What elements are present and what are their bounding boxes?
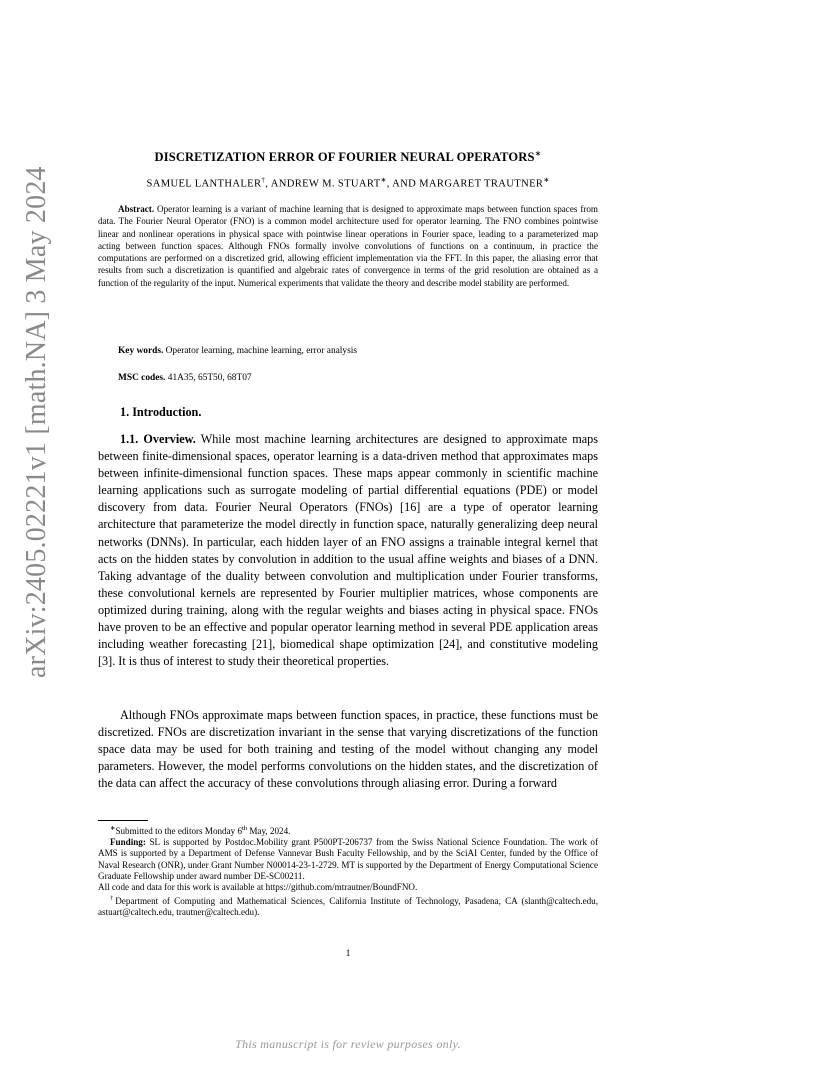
author-list (98, 176, 598, 190)
keywords-line (118, 346, 357, 356)
footnote-affiliation (98, 893, 598, 918)
author-1: SAMUEL LANTHALER (146, 178, 262, 190)
arxiv-identifier: arXiv:2405.02221v1 [math.NA] 3 May 2024 (21, 166, 52, 678)
funding-label: Funding: (110, 837, 146, 848)
msc-line (118, 373, 252, 383)
affiliation-text: Department of Computing and Mathematical Sciences, California Institute of Technology, Pasadena, CA (slanth@caltech.edu, astuart@caltech.edu, trautner@caltech.edu). (98, 896, 598, 918)
author-2: , ANDREW M. STUART (265, 178, 381, 190)
footnotes (98, 823, 598, 919)
body-paragraph-1 (98, 431, 598, 670)
submitted-ordinal: th (242, 825, 248, 832)
footnote-submitted (98, 823, 598, 837)
author-2-mark: ∗ (380, 176, 387, 184)
review-watermark: This manuscript is for review purposes only. (235, 1037, 461, 1051)
title-footnote-mark: ∗ (534, 149, 542, 158)
submitted-tail: May, 2024. (247, 826, 291, 837)
funding-text: SL is supported by Postdoc.Mobility grant P500PT-206737 from the Swiss National Science Foundation. The work of AMS is supported by a Department of Defense Vannevar Bush Faculty Fellowship, and by the SciAI Center, funded by the Office of Naval Research (ONR), under Grant Number N00014-23-1-2729. MT is supported by the Department of Energy Computational Science Graduate Fellowship under award number DE-SC00211. (98, 837, 598, 881)
abstract-text: Operator learning is a variant of machine learning that is designed to approximate maps between function spaces from data. The Fourier Neural Operator (FNO) is a common model architecture used for operator learning. The FNO combines pointwise linear and nonlinear operations in physical space with pointwise linear operations in Fourier space, leading to a parameterized map acting between function spaces. Although FNOs formally involve convolutions of functions on a continuum, in practice the computations are performed on a discretized grid, allowing efficient implementation via the FFT. In this paper, the aliasing error that results from such a discretization is quantified and algebraic rates of convergence in terms of the grid resolution are obtained as a function of the regularity of the input. Numerical experiments that validate the theory and describe model stability are performed. (98, 204, 598, 288)
abstract-label: Abstract. (118, 204, 155, 214)
author-1-mark: † (261, 176, 266, 184)
author-3-mark: ∗ (543, 176, 550, 184)
keywords-text: Operator learning, machine learning, error analysis (165, 346, 357, 356)
footnote-code: All code and data for this work is available at https://github.com/mtrautner/BoundFNO. (98, 882, 418, 893)
keywords-label: Key words. (118, 346, 164, 356)
paragraph-1-text: While most machine learning architectures are designed to approximate maps between finite-dimensional spaces, operator learning is a data-driven method that approximates maps between infinite-dimensional function spaces. These maps appear commonly in scientific machine learning applications such as surrogate modeling of partial differential equations (PDE) or model discovery from data. Fourier Neural Operators (FNOs) [16] are a type of operator learning architecture that parameterize the model directly in function space, naturally generalizing deep neural networks (DNNs). In particular, each hidden layer of an FNO assigns a trainable integral kernel that acts on the hidden states by convolution in addition to the usual affine weights and biases of a DNN. Taking advantage of the duality between convolution and multiplication under Fourier transforms, these convolutional kernels are represented by Fourier multiplier matrices, whose components are optimized during training, along with the regular weights and biases acting in physical space. FNOs have proven to be an effective and popular operator learning method in several PDE application areas including weather forecasting [21], biomedical shape optimization [24], and constitutive modeling [3]. It is thus of interest to study their theoretical properties. (98, 432, 598, 669)
subsection-heading: 1.1. Overview. (120, 432, 196, 446)
footnote-funding (98, 837, 598, 882)
abstract (98, 203, 598, 289)
section-heading: 1. Introduction. (120, 405, 202, 419)
author-3: , AND MARGARET TRAUTNER (386, 178, 544, 190)
paper-title (98, 149, 598, 165)
submitted-text: Submitted to the editors Monday 6 (115, 826, 242, 837)
title-text: DISCRETIZATION ERROR OF FOURIER NEURAL OPERATORS (154, 150, 535, 165)
page-number: 1 (345, 948, 351, 959)
submitted-mark: ∗ (110, 825, 116, 832)
affiliation-mark: † (110, 895, 116, 903)
footnote-rule (98, 820, 148, 821)
paragraph-2-text: Although FNOs approximate maps between function spaces, in practice, these functions must be discretized. FNOs are discretization invariant in the sense that varying discretizations of the function space data may be used for both training and testing of the model without changing any model parameters. However, the model performs convolutions on the hidden states, and the discretization of the data can affect the accuracy of these convolutions through aliasing error. During a forward (98, 708, 598, 791)
body-paragraph-2 (98, 707, 598, 792)
msc-text: 41A35, 65T50, 68T07 (167, 373, 252, 383)
msc-label: MSC codes. (118, 373, 166, 383)
